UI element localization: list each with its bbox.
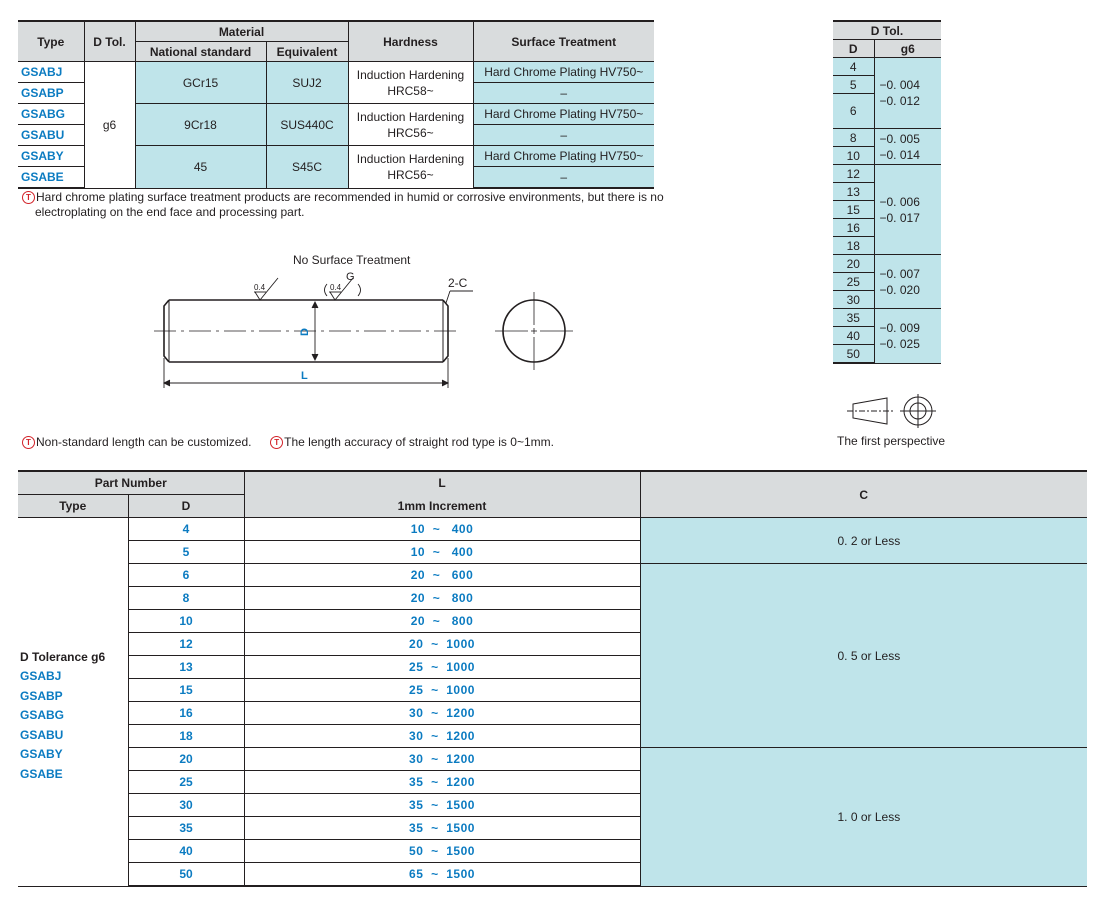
hardness-line2: HRC56~ [387,167,434,182]
l-range: 65 ~ 1500 [244,863,640,887]
header-dtol: D Tol. [84,21,135,62]
header-part-number: Part Number [18,471,244,495]
l-range: 10 ~ 400 [244,518,640,541]
dim-d-label: D [299,328,311,336]
tol-range [874,165,941,255]
tol-upper: −0. 009 [879,320,920,335]
surface-cell: Hard Chrome Plating HV750~ [473,62,654,83]
tol-header-d: D [833,40,874,58]
type-cell: GSABE [18,167,84,189]
tol-range [874,309,941,364]
tol-upper: −0. 005 [879,131,920,146]
tol-d: 5 [833,76,874,94]
d-value: 40 [128,840,244,863]
tol-lower: −0. 012 [879,94,920,108]
d-value: 5 [128,541,244,564]
c-value: 0. 2 or Less [640,518,1087,564]
hardness-line2: HRC56~ [387,125,434,140]
hardness-cell [348,146,473,189]
header-c: C [640,471,1087,518]
caution-icon: T [22,191,35,204]
chamfer-leader [446,291,473,303]
caution-icon: T [270,436,283,449]
rod-drawing [150,250,580,390]
dtol-cell: g6 [84,62,135,189]
national-cell: 9Cr18 [135,104,266,146]
l-range: 30 ~ 1200 [244,702,640,725]
hardness-line2: HRC58~ [387,83,434,98]
type-cell: GSABG [18,104,84,125]
d-value: 25 [128,771,244,794]
l-range: 20 ~ 1000 [244,633,640,656]
l-range: 20 ~ 600 [244,564,640,587]
type-cell: GSABU [18,125,84,146]
header-type: Type [18,21,84,62]
hardness-cell [348,62,473,104]
roughness-value-b: 0.4 [330,283,342,292]
d-value: 13 [128,656,244,679]
caution-icon: T [22,436,35,449]
drawing-title: No Surface Treatment [293,253,411,267]
header-national: National standard [135,42,266,62]
d-value: 16 [128,702,244,725]
surface-cell: – [473,83,654,104]
roughness-grade-g: G [346,271,355,283]
projection-label: The first perspective [837,434,946,448]
tol-title: D Tol. [833,21,941,40]
tol-d: 20 [833,255,874,273]
d-value: 50 [128,863,244,887]
tol-header-g6: g6 [874,40,941,58]
tol-upper: −0. 007 [879,266,920,281]
end-view-circle [495,292,573,370]
hardness-line1: Induction Hardening [356,109,465,124]
hardness-line1: Induction Hardening [356,151,465,166]
tol-range [874,255,941,309]
accuracy-note-text: The length accuracy of straight rod type is 0~1mm. [284,435,554,449]
d-value: 8 [128,587,244,610]
l-range: 50 ~ 1500 [244,840,640,863]
tol-upper: −0. 006 [879,194,920,209]
custom-note [22,435,554,450]
chamfer-label: 2-C [448,276,468,290]
tol-d: 15 [833,201,874,219]
tol-d: 6 [833,94,874,129]
type-code: GSABP [20,688,63,703]
type-code: GSABY [20,747,63,761]
header-l-increment: 1mm Increment [244,495,640,518]
equivalent-cell: SUJ2 [266,62,348,104]
header-material: Material [135,21,348,42]
tol-d: 8 [833,129,874,147]
hardness-line1: Induction Hardening [356,67,465,82]
surface-cell: Hard Chrome Plating HV750~ [473,104,654,125]
dim-l-label: L [301,370,308,382]
tol-range [874,58,941,129]
type-code: GSABJ [20,669,62,683]
l-range: 25 ~ 1000 [244,679,640,702]
type-cell [18,518,128,887]
tol-d: 12 [833,165,874,183]
tol-d: 16 [833,219,874,237]
plating-note-line1: Hard chrome plating surface treatment products are recommended in humid or corrosive environments, but there is no [36,190,664,204]
tol-lower: −0. 025 [879,336,920,351]
d-value: 18 [128,725,244,748]
plating-note-line2: electroplating on the end face and processing part. [35,205,305,219]
l-range: 35 ~ 1200 [244,771,640,794]
tol-d: 40 [833,327,874,345]
tol-d: 35 [833,309,874,327]
tol-d: 4 [833,58,874,76]
national-cell: 45 [135,146,266,189]
first-angle-projection-icon [845,394,941,428]
d-value: 30 [128,794,244,817]
header-hardness: Hardness [348,21,473,62]
l-range: 30 ~ 1200 [244,748,640,771]
l-range: 30 ~ 1200 [244,725,640,748]
d-value: 35 [128,817,244,840]
tolerance-table [833,20,941,364]
plating-note [22,190,682,220]
type-tolerance-label: D Tolerance g6 [20,650,106,664]
surface-cell: Hard Chrome Plating HV750~ [473,146,654,167]
header-d: D [128,495,244,518]
equivalent-cell: SUS440C [266,104,348,146]
header-equivalent: Equivalent [266,42,348,62]
d-value: 10 [128,610,244,633]
equivalent-cell: S45C [266,146,348,189]
custom-note-text: Non-standard length can be customized. [36,435,252,449]
roughness-value-a: 0.4 [254,283,266,292]
c-value: 1. 0 or Less [640,748,1087,887]
d-value: 6 [128,564,244,587]
tol-range [874,129,941,165]
tol-d: 50 [833,345,874,364]
d-value: 4 [128,518,244,541]
l-range: 35 ~ 1500 [244,794,640,817]
d-value: 12 [128,633,244,656]
l-range: 25 ~ 1000 [244,656,640,679]
l-range: 20 ~ 800 [244,610,640,633]
tol-d: 30 [833,291,874,309]
tol-upper: −0. 004 [879,78,920,92]
surface-cell: – [473,167,654,189]
tol-d: 13 [833,183,874,201]
header-l: L [244,471,640,495]
l-range: 35 ~ 1500 [244,817,640,840]
surface-cell: – [473,125,654,146]
tol-lower: −0. 014 [879,147,920,162]
l-range: 10 ~ 400 [244,541,640,564]
type-code: GSABU [20,727,64,742]
l-range: 20 ~ 800 [244,587,640,610]
tol-d: 10 [833,147,874,165]
type-code: GSABG [20,708,65,722]
part-number-table [18,470,1087,887]
type-code: GSABE [20,766,63,781]
material-table [18,20,654,189]
hardness-cell [348,104,473,146]
tol-lower: −0. 020 [879,282,920,297]
tol-d: 25 [833,273,874,291]
d-value: 20 [128,748,244,771]
header-surface: Surface Treatment [473,21,654,62]
c-value: 0. 5 or Less [640,564,1087,748]
tol-d: 18 [833,237,874,255]
tol-lower: −0. 017 [879,210,920,225]
national-cell: GCr15 [135,62,266,104]
type-cell: GSABP [18,83,84,104]
type-cell: GSABJ [18,62,84,83]
d-value: 15 [128,679,244,702]
header-type: Type [18,495,128,518]
type-cell: GSABY [18,146,84,167]
